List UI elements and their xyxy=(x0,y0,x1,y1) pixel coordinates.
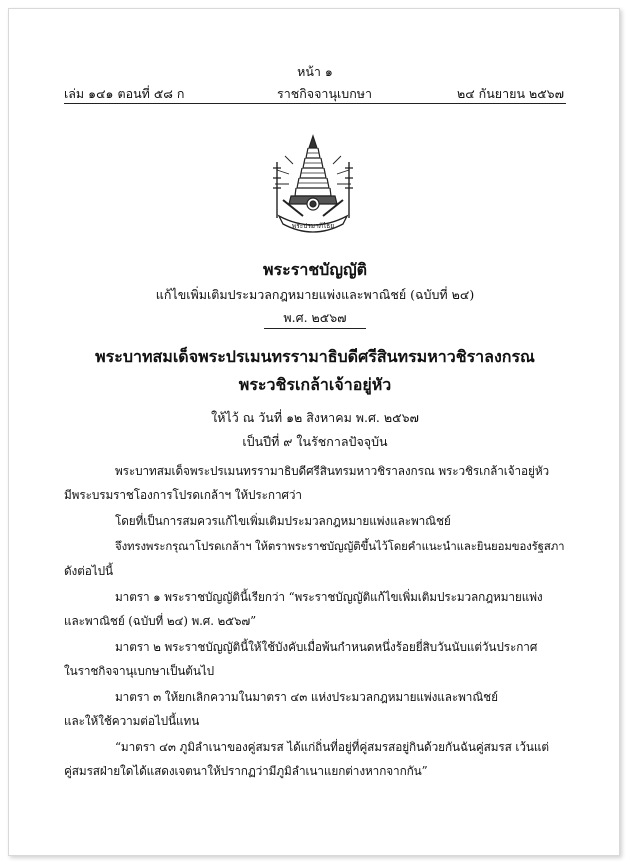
royal-seal-icon xyxy=(263,134,363,236)
preamble-line: มีพระบรมราชโองการโปรดเกล้าฯ ให้ประกาศว่า xyxy=(64,488,302,502)
section-3-line: และให้ใช้ความต่อไปนี้แทน xyxy=(64,714,200,728)
preamble-line: พระบาทสมเด็จพระปรเมนทรรามาธิบดีศรีสินทรมหาวชิราลงกรณ พระวชิรเกล้าเจ้าอยู่หัว xyxy=(115,464,550,478)
page-number: หน้า ๑ xyxy=(297,64,333,79)
rationale-line: โดยที่เป็นการสมควรแก้ไขเพิ่มเติมประมวลกฎหมายแพ่งและพาณิชย์ xyxy=(115,514,451,528)
quoted-section-line: “มาตรา ๔๓ ภูมิลำเนาของคู่สมรส ได้แก่ถิ่นที่อยู่ที่คู่สมรสอยู่กินด้วยกันฉันคู่สมรส เว้นแต่ xyxy=(115,740,549,754)
header-rule xyxy=(64,103,566,104)
gazette-name: ราชกิจจานุเบกษา xyxy=(277,86,373,101)
enactment-line: ดังต่อไปนี้ xyxy=(64,564,113,578)
given-date: ให้ไว้ ณ วันที่ ๑๒ สิงหาคม พ.ศ. ๒๕๖๗ xyxy=(211,410,419,425)
act-subtitle: แก้ไขเพิ่มเติมประมวลกฎหมายแพ่งและพาณิชย์ (ฉบับที่ ๒๔) xyxy=(155,287,475,302)
section-2-line: มาตรา ๒ พระราชบัญญัตินี้ให้ใช้บังคับเมื่อพ้นกำหนดหนึ่งร้อยยี่สิบวันนับแต่วันประกาศ xyxy=(115,640,538,654)
section-2-line: ในราชกิจจานุเบกษาเป็นต้นไป xyxy=(64,664,215,678)
section-1-line: และพาณิชย์ (ฉบับที่ ๒๔) พ.ศ. ๒๕๖๗” xyxy=(64,614,257,628)
section-3-line: มาตรา ๓ ให้ยกเลิกความในมาตรา ๔๓ แห่งประมวลกฎหมายแพ่งและพาณิชย์ xyxy=(115,690,498,704)
act-year: พ.ศ. ๒๕๖๗ xyxy=(283,310,347,325)
title-rule xyxy=(264,328,366,329)
publication-date: ๒๔ กันยายน ๒๕๖๗ xyxy=(456,86,564,101)
king-name-line2: พระวชิรเกล้าเจ้าอยู่หัว xyxy=(238,375,392,394)
act-title: พระราชบัญญัติ xyxy=(263,260,367,279)
seal-ribbon-text: พระปรมาภิไธย xyxy=(291,222,335,230)
quoted-section-line: คู่สมรสฝ่ายใดได้แสดงเจตนาให้ปรากฏว่ามีภูมิลำเนาแยกต่างหากจากกัน” xyxy=(64,764,428,778)
king-name-line1: พระบาทสมเด็จพระปรเมนทรรามาธิบดีศรีสินทรมหาวชิราลงกรณ xyxy=(95,347,535,366)
section-1-line: มาตรา ๑ พระราชบัญญัตินี้เรียกว่า “พระราชบัญญัติแก้ไขเพิ่มเติมประมวลกฎหมายแพ่ง xyxy=(115,590,543,604)
volume-issue: เล่ม ๑๔๑ ตอนที่ ๕๘ ก xyxy=(64,86,185,101)
enactment-line: จึงทรงพระกรุณาโปรดเกล้าฯ ให้ตราพระราชบัญญัติขึ้นไว้โดยคำแนะนำและยินยอมของรัฐสภา xyxy=(115,539,565,553)
reign-year: เป็นปีที่ ๙ ในรัชกาลปัจจุบัน xyxy=(242,434,388,449)
